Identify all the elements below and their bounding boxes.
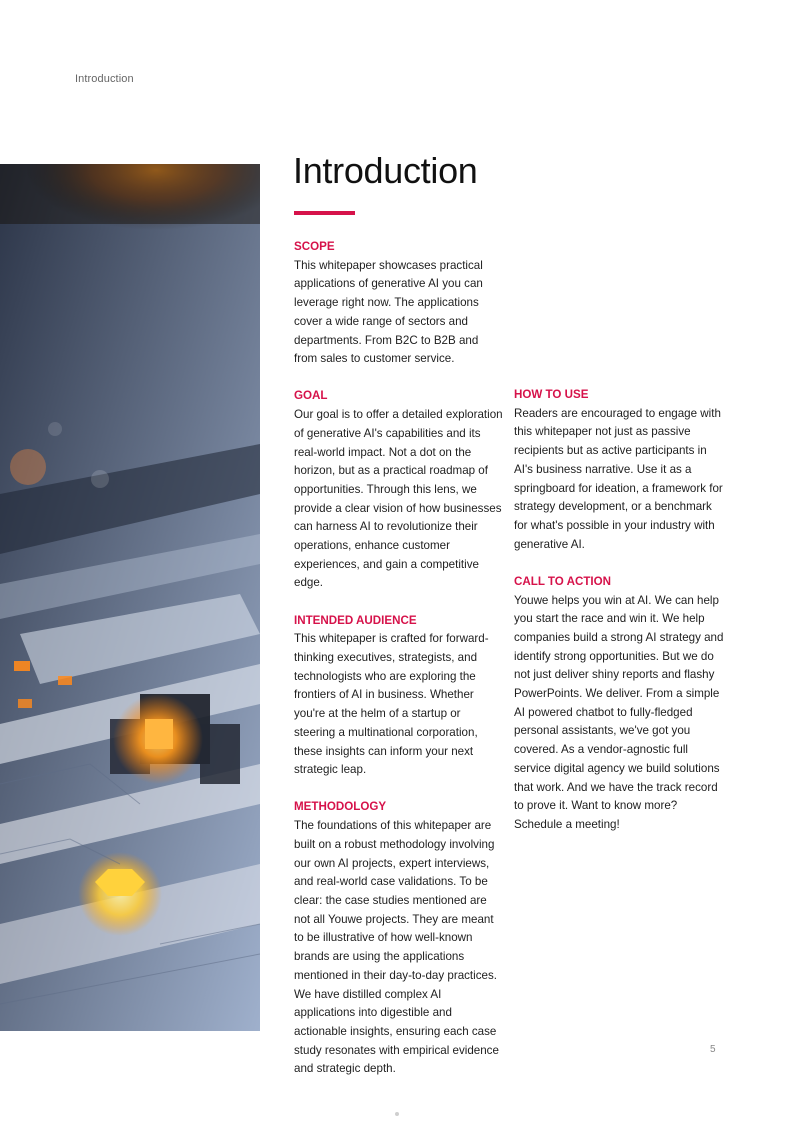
circuit-board-photo	[0, 164, 260, 1031]
title-accent-rule	[294, 211, 355, 215]
section-body: Readers are encouraged to engage with this whitepaper not just as passive recipients but as active participants in AI's business narrative. Use it as a springboard for ideation, a framework for strategy development, or a benchmark for what's possible in your industry with generative AI.	[514, 406, 723, 551]
section-heading: METHODOLOGY	[294, 800, 387, 814]
left-column	[294, 238, 504, 1098]
section-heading: INTENDED AUDIENCE	[294, 613, 417, 627]
right-column	[514, 238, 726, 853]
section-scope	[294, 238, 504, 369]
section-body: This whitepaper is crafted for forward-thinking executives, strategists, and technologists who are exploring the frontiers of AI in business. Whether you're at the helm of a startup or steering a multinational corporation, these insights can inform your next strategic leap.	[294, 632, 489, 777]
section-body: The foundations of this whitepaper are built on a robust methodology involving our own AI projects, expert interviews, and real-world case validations. To be clear: the case studies mentioned are not all Youwe projects. They are meant to be illustrative of how well-known brands are using the applications mentioned in their day-to-day practices. We have distilled complex AI applications into digestible and actionable insights, ensuring each case study resonates with empirical evidence and strategic depth.	[294, 819, 499, 1076]
section-body: Our goal is to offer a detailed exploration of generative AI's capabilities and its real-world impact. Not a dot on the horizon, but as a practical roadmap of opportunities. Through this lens, we provide a clear vision of how businesses can harness AI to revolutionize their operations, enhance customer experiences, and gain a competitive edge.	[294, 408, 503, 590]
section-heading: SCOPE	[294, 240, 335, 253]
section-body: Youwe helps you win at AI. We can help you start the race and win it. We help companies build a strong AI strategy and identify strong opportunities. But we do not just deliver shiny reports and flashy PowerPoints. We deliver. From a simple AI powered chatbot to fully-fledged personal assistants, we've got you covered. As a vendor-agnostic full service digital agency we build solutions that work. And we have the track record to prove it. Want to know more? Schedule a meeting!	[514, 593, 724, 831]
section-methodology	[294, 798, 504, 1079]
page-title: Introduction	[293, 150, 478, 191]
section-call-to-action	[514, 573, 726, 835]
section-goal	[294, 387, 504, 593]
section-intended-audience	[294, 612, 504, 780]
circuit-board-illustration	[0, 164, 260, 1031]
section-how-to-use	[514, 386, 726, 554]
page-number: 5	[710, 1044, 716, 1055]
section-body: This whitepaper showcases practical applications of generative AI you can leverage right now. The applications cover a wide range of sectors and departments. From B2C to B2B and from sales to customer service.	[294, 258, 483, 366]
section-heading: GOAL	[294, 389, 328, 403]
footer-dot	[395, 1112, 399, 1116]
section-heading: HOW TO USE	[514, 388, 589, 401]
running-header: Introduction	[75, 73, 134, 85]
section-heading: CALL TO ACTION	[514, 574, 612, 588]
